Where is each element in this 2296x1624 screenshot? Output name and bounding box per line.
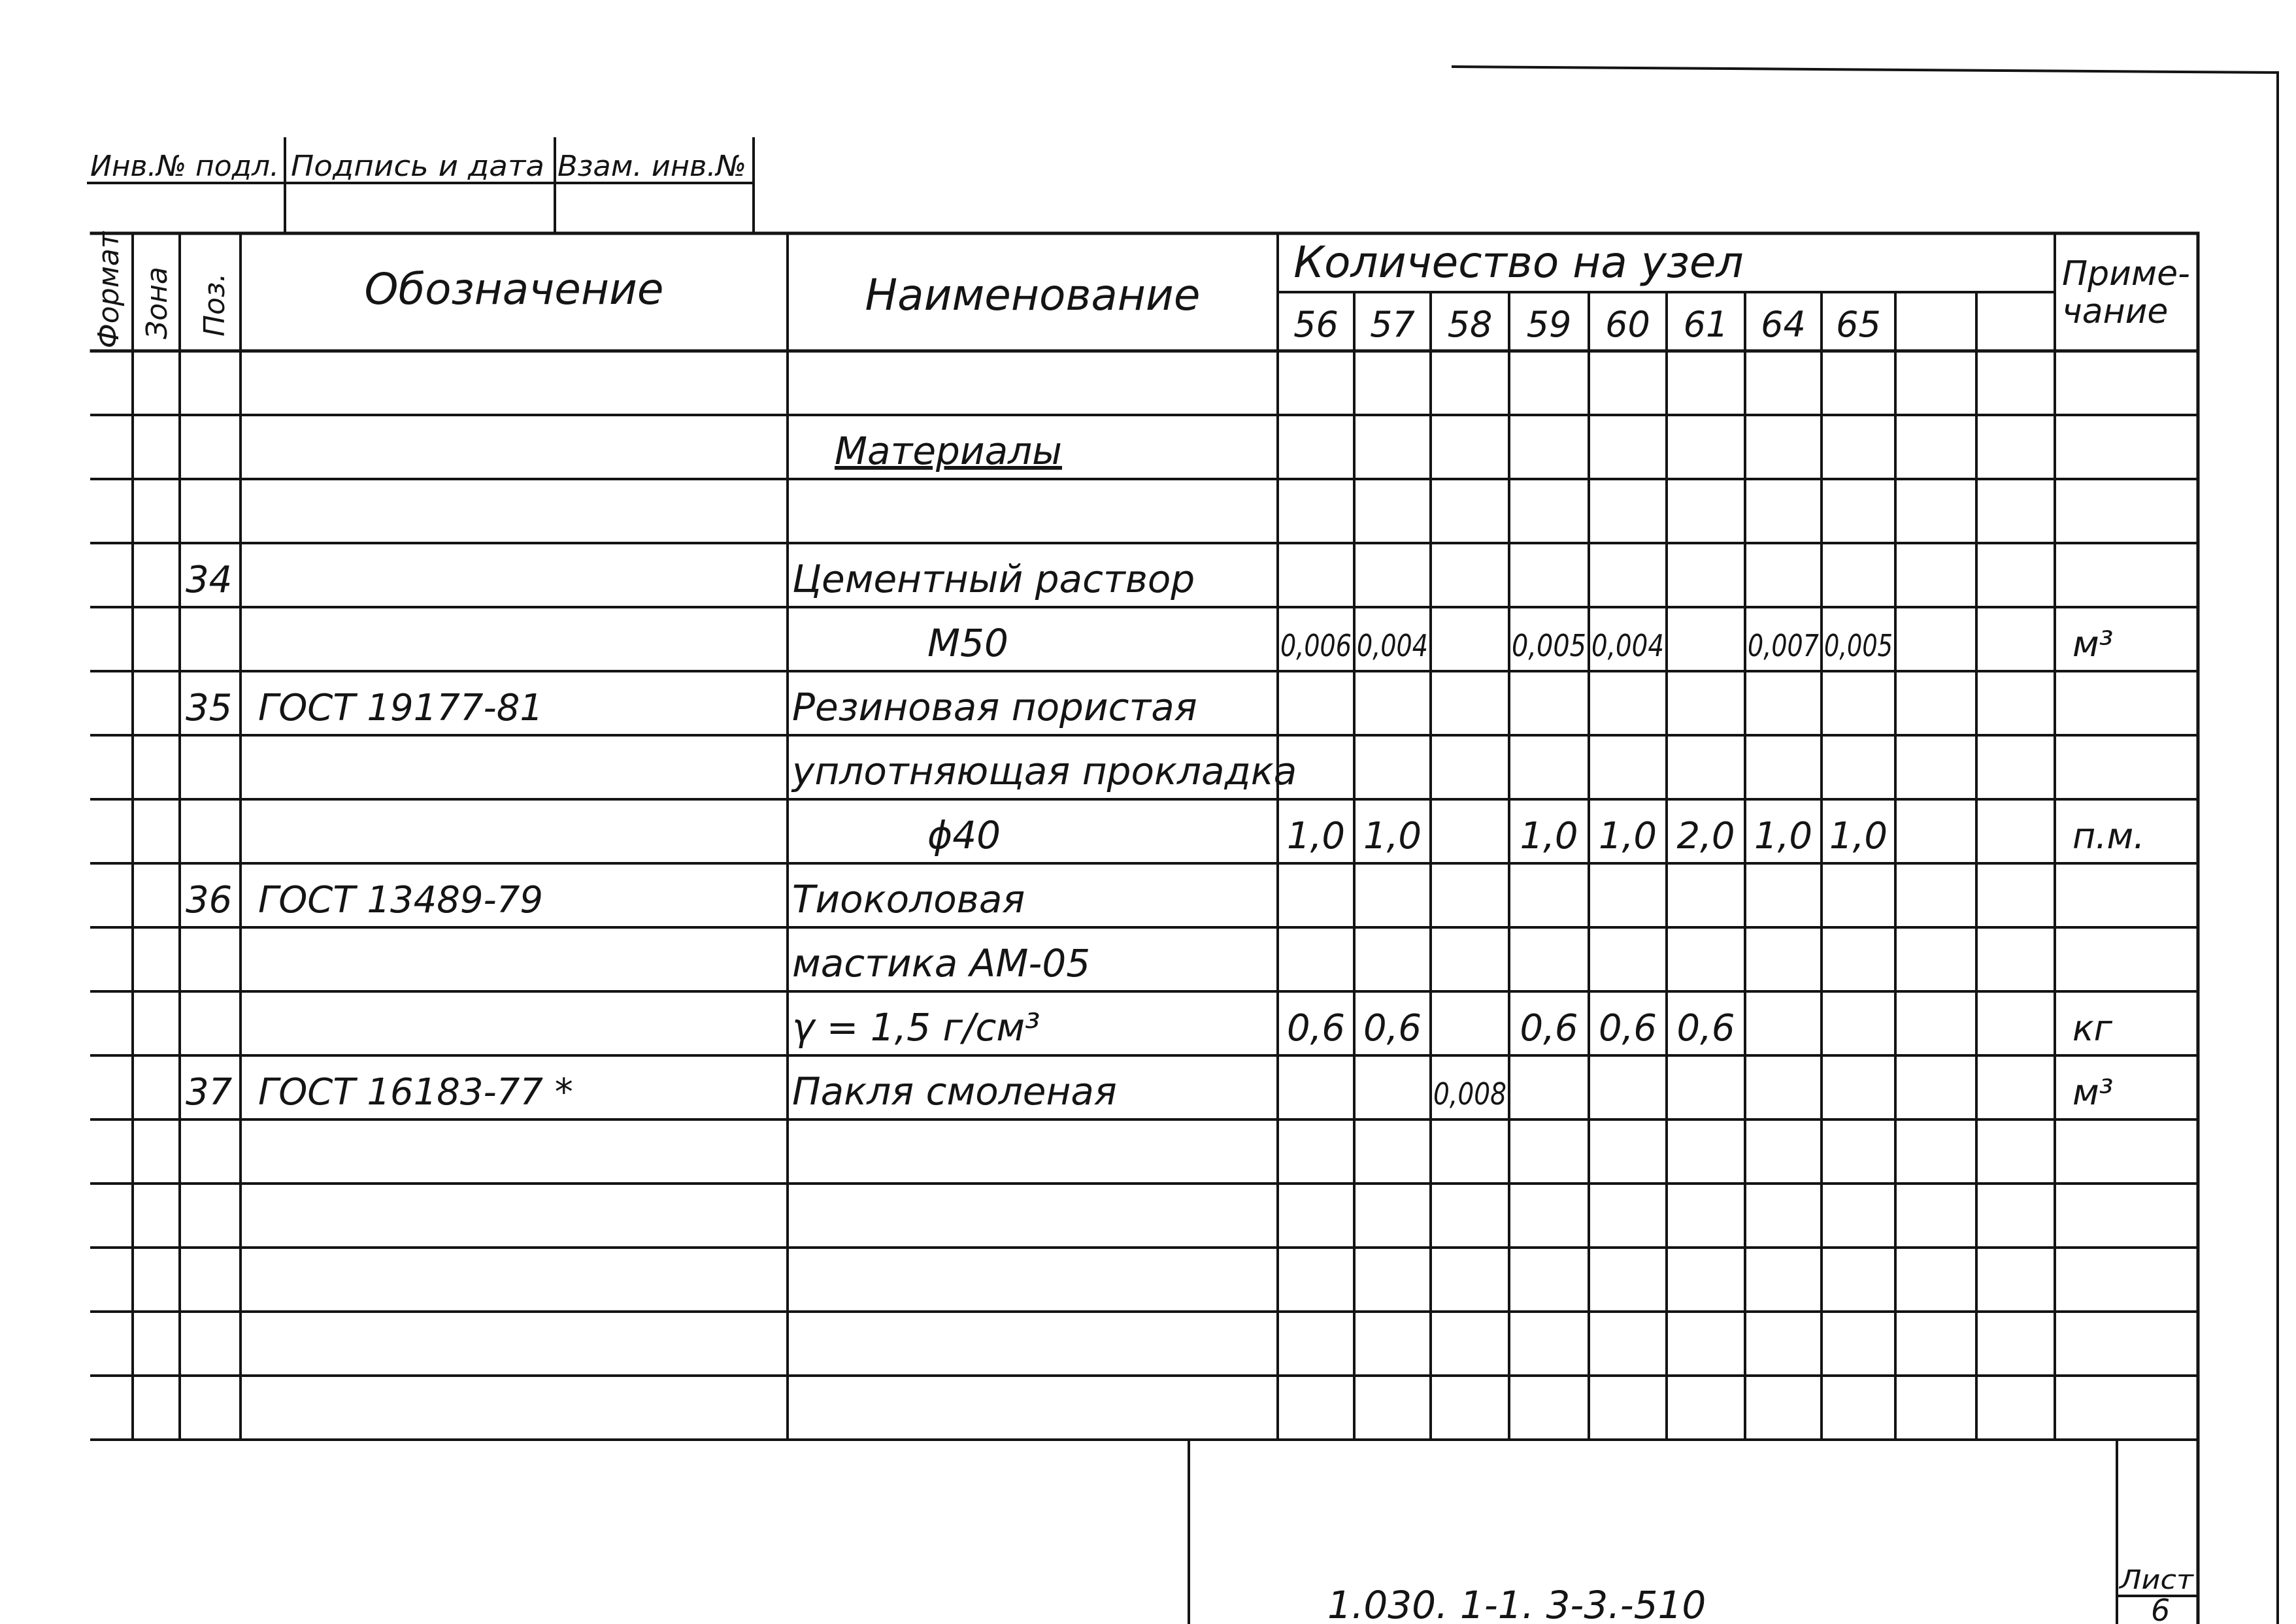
table-header [92, 231, 2198, 351]
row-quantity: 1,0 [1829, 815, 1888, 857]
row-quantity: 0,004 [1591, 628, 1664, 663]
row-naimenovanie: ϕ40 [927, 813, 1001, 857]
row-quantity: 0,6 [1286, 1007, 1346, 1050]
header-kolichestvo: Количество на узел [1293, 237, 1744, 288]
row-poz: 35 [186, 687, 233, 729]
row-quantity: 2,0 [1676, 815, 1735, 857]
stamp-inv-podl: Инв.№ подл. [90, 150, 279, 183]
row-quantity: 0,6 [1520, 1007, 1578, 1050]
row-quantity: 1,0 [1598, 815, 1657, 857]
row-naimenovanie: Резиновая пористая [792, 685, 1197, 729]
row-quantity: 1,0 [1754, 815, 1813, 857]
row-quantity: 0,6 [1598, 1007, 1657, 1050]
row-primechanie: м³ [2072, 1072, 2114, 1113]
header-zona: Зона [141, 267, 174, 339]
row-poz: 37 [186, 1071, 233, 1114]
document-code: 1.030. 1-1. 3-3.-510 [1327, 1583, 1706, 1624]
header-column-59: 59 [1526, 304, 1572, 345]
row-naimenovanie: γ = 1,5 г/см³ [792, 1005, 1040, 1050]
header-column-61: 61 [1683, 304, 1729, 345]
row-quantity: 0,6 [1363, 1007, 1422, 1050]
list-label: Лист [2118, 1565, 2195, 1595]
section-heading: Материалы [835, 429, 1062, 473]
header-column-64: 64 [1761, 304, 1806, 345]
row-quantity: 0,006 [1280, 628, 1352, 663]
row-oboznachenie: ГОСТ 19177-81 [258, 687, 543, 729]
row-naimenovanie: мастика АМ-05 [792, 941, 1091, 986]
header-column-58: 58 [1447, 304, 1493, 345]
header-primechanie-1: Приме- [2062, 254, 2190, 293]
header-poz: Поз. [198, 273, 231, 337]
stamp-podpis-data: Подпись и дата [291, 150, 544, 183]
title-block [1189, 1440, 2198, 1624]
row-quantity: 0,005 [1512, 628, 1586, 663]
row-poz: 36 [186, 879, 233, 921]
header-primechanie-2: чание [2062, 292, 2169, 331]
row-primechanie: м³ [2072, 623, 2114, 665]
row-primechanie: п.м. [2072, 816, 2145, 857]
row-quantity: 0,005 [1824, 628, 1893, 663]
header-column-60: 60 [1605, 304, 1650, 345]
row-quantity: 0,008 [1433, 1076, 1506, 1112]
stamp-vzam-inv: Взам. инв.№ [557, 150, 746, 183]
list-number: 6 [2151, 1593, 2171, 1624]
row-naimenovanie: М50 [927, 621, 1008, 665]
header-oboznachenie: Обозначение [364, 264, 664, 314]
row-quantity: 0,007 [1748, 628, 1819, 663]
header-column-56: 56 [1293, 304, 1339, 345]
row-oboznachenie: ГОСТ 16183-77 * [258, 1071, 573, 1114]
row-naimenovanie: Цементный раствор [792, 557, 1195, 601]
side-stamp [88, 139, 754, 233]
row-oboznachenie: ГОСТ 13489-79 [258, 879, 543, 921]
row-naimenovanie: уплотняющая прокладка [792, 749, 1297, 793]
header-column-65: 65 [1836, 304, 1881, 345]
spec-table-body [92, 233, 2198, 1623]
row-quantity: 1,0 [1520, 815, 1578, 857]
header-format: Формат [92, 231, 125, 348]
row-quantity: 0,004 [1357, 628, 1428, 663]
row-primechanie: кг [2072, 1008, 2112, 1049]
row-quantity: 1,0 [1363, 815, 1422, 857]
row-naimenovanie: Тиоколовая [792, 877, 1025, 921]
row-naimenovanie: Пакля смоленая [792, 1069, 1117, 1114]
header-naimenovanie: Наименование [865, 270, 1201, 320]
row-poz: 34 [186, 559, 233, 601]
row-quantity: 1,0 [1286, 815, 1346, 857]
frame-top-line [1453, 67, 2278, 73]
row-quantity: 0,6 [1676, 1007, 1735, 1050]
header-column-57: 57 [1370, 304, 1415, 345]
